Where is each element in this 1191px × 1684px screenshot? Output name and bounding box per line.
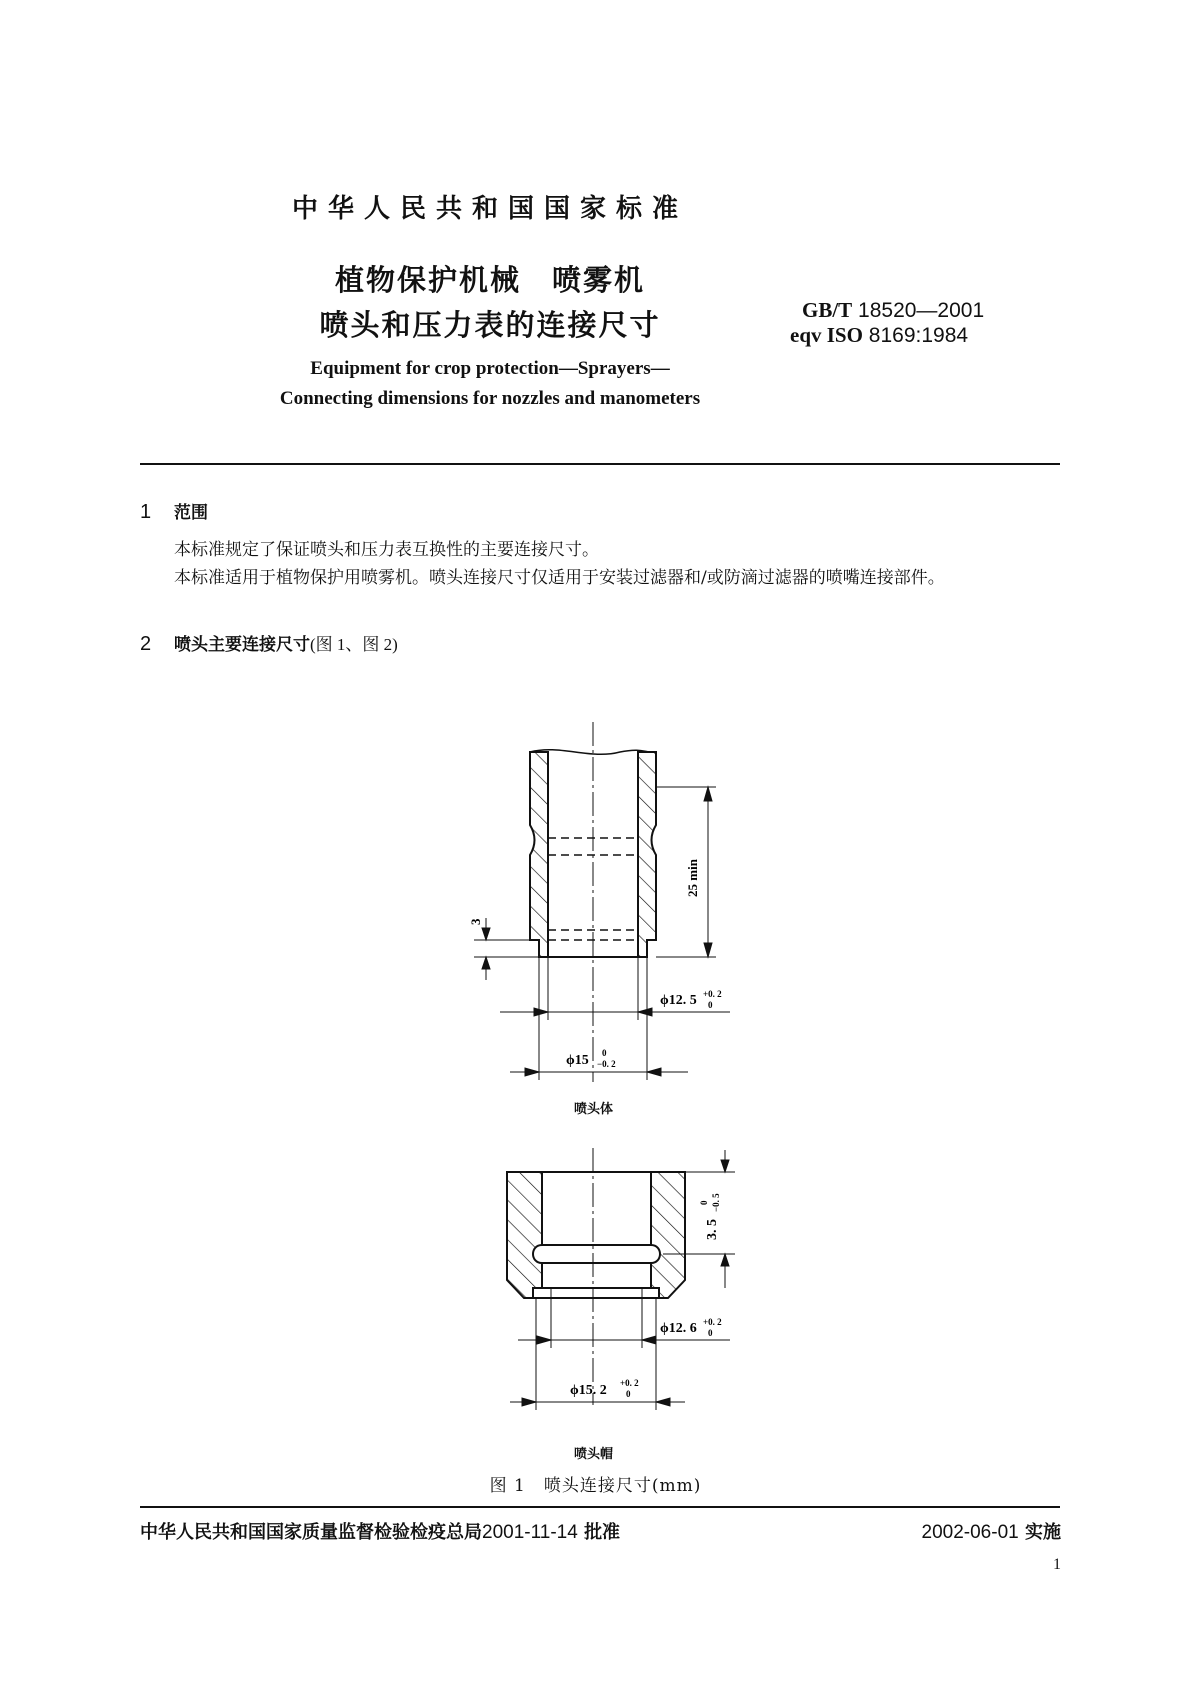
- section-1-paragraph-1: 本标准规定了保证喷头和压力表互换性的主要连接尺寸。: [174, 540, 599, 560]
- section-1-title: 范围: [174, 503, 208, 523]
- footer-approve-label: 批准: [584, 1522, 621, 1543]
- footer-rule: [140, 1506, 1060, 1508]
- dim-3-5-tol-lower: −0. 5: [711, 1193, 721, 1212]
- english-title-line-2: Connecting dimensions for nozzles and manometers: [279, 388, 701, 409]
- figure-1-caption: 图 1 喷头连接尺寸(mm): [489, 1476, 702, 1496]
- eqv-number: 8169:1984: [868, 324, 969, 347]
- english-title-line-1: Equipment for crop protection—Sprayers—: [310, 358, 670, 379]
- code-number: 18520—2001: [858, 299, 985, 322]
- nozzle-cap-drawing: [507, 1172, 685, 1298]
- dim-phi15-tol-upper: 0: [602, 1048, 607, 1058]
- dim-phi12-6-tol-lower: 0: [708, 1328, 713, 1338]
- dim-phi12-5-label: ϕ12. 5: [660, 993, 697, 1008]
- footer-approve-date: 2001-11-14: [482, 1522, 578, 1543]
- dim-25min-label: 25 min: [685, 859, 700, 897]
- footer-approval: [140, 1518, 620, 1544]
- dim-phi12-5-tol-lower: 0: [708, 1000, 713, 1010]
- nozzle-body-caption: 喷头体: [574, 1102, 614, 1117]
- dim-phi15-2-tol-lower: 0: [626, 1389, 631, 1399]
- code-prefix: GB/T: [802, 298, 853, 322]
- title-line-2: 喷头和压力表的连接尺寸: [319, 308, 661, 342]
- dim-phi12-6-label: ϕ12. 6: [660, 1321, 697, 1336]
- dim-phi15-tol-lower: −0. 2: [597, 1059, 616, 1069]
- section-1-paragraph-2: 本标准适用于植物保护用喷雾机。喷头连接尺寸仅适用于安装过滤器和/或防滴过滤器的喷嘴连接部件。: [174, 568, 945, 588]
- dim-phi12-6-tol-upper: +0. 2: [703, 1317, 722, 1327]
- nozzle-cap-caption: 喷头帽: [574, 1447, 614, 1462]
- section-2-number: 2: [140, 633, 152, 655]
- dim-phi15-2-label: ϕ15. 2: [570, 1383, 607, 1398]
- dim-phi12-5-tol-upper: +0. 2: [703, 989, 722, 999]
- section-1-number: 1: [140, 501, 152, 523]
- national-standard-heading: 中华人民共和国国家标准: [291, 194, 688, 224]
- title-line-1: 植物保护机械 喷雾机: [334, 263, 645, 297]
- eqv-prefix: eqv ISO: [790, 323, 863, 347]
- footer-impl-label: 实施: [1025, 1522, 1061, 1543]
- section-2-figure-ref: (图 1、图 2): [310, 635, 398, 654]
- footer-implementation: [922, 1518, 1061, 1544]
- dim-3-label: 3: [468, 918, 483, 925]
- dim-3-5-tol-upper: 0: [699, 1200, 709, 1205]
- footer-issuer: 中华人民共和国国家质量监督检验检疫总局: [140, 1522, 482, 1543]
- footer-impl-date: 2002-06-01: [921, 1522, 1019, 1543]
- dim-phi15-2-tol-upper: +0. 2: [620, 1378, 639, 1388]
- dim-phi15-label: ϕ15: [566, 1053, 589, 1068]
- page-number: 1: [1053, 1556, 1061, 1573]
- dim-3-5-label: 3. 5: [705, 1219, 720, 1240]
- dim-phi12-5-lines: [500, 957, 730, 1020]
- section-2-title: 喷头主要连接尺寸: [174, 635, 310, 655]
